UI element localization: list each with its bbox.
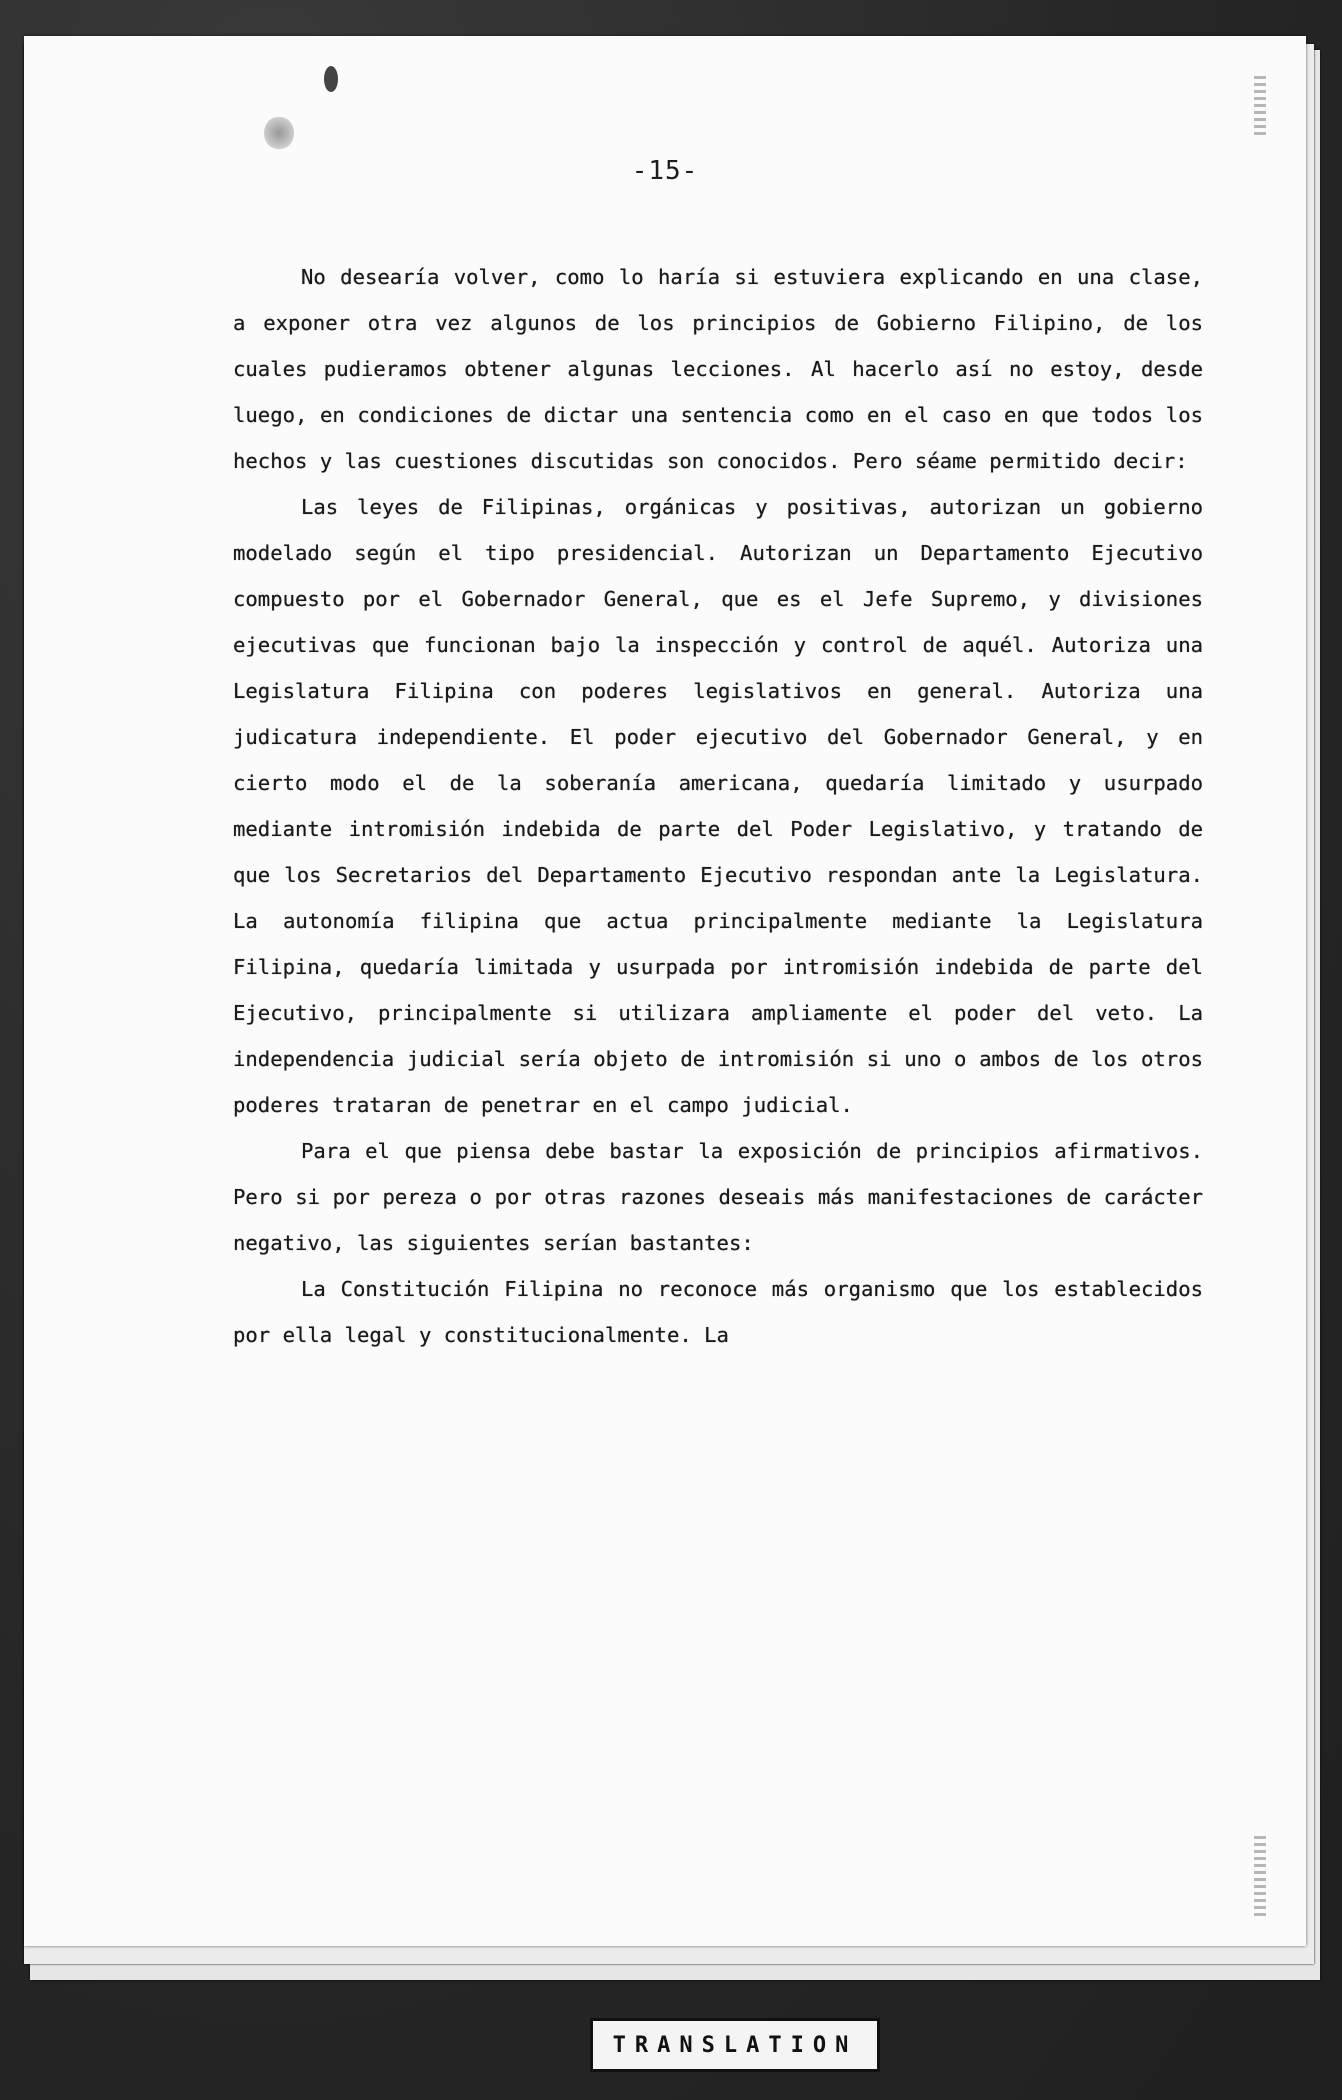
page-number: -15- <box>631 156 699 186</box>
edge-mark <box>1254 1836 1266 1916</box>
edge-mark <box>1254 76 1266 136</box>
document-body <box>233 254 1203 1358</box>
paragraph: No desearía volver, como lo haría si estuviera explicando en una clase, a exponer otra vez algunos de los principios de Gobierno Filipino, de los cuales pudieramos obtener algunas lecciones. Al hacerlo así no estoy, desde luego, en condiciones de dictar una sentencia como en el caso en que todos los hechos y las cuestiones discutidas son conocidos. Pero séame permitido decir: <box>233 265 1203 473</box>
translation-stamp: TRANSLATION <box>590 2018 880 2072</box>
punch-hole <box>264 116 294 150</box>
punch-hole <box>324 66 338 92</box>
paragraph: La Constitución Filipina no reconoce más organismo que los establecidos por ella legal y constitucionalmente. La <box>233 1277 1203 1347</box>
paragraph: Las leyes de Filipinas, orgánicas y positivas, autorizan un gobierno modelado según el tipo presidencial. Autorizan un Departamento Ejecutivo compuesto por el Gobernador General, que es el Jefe Supremo, y divisiones ejecutivas que funcionan bajo la inspección y control de aquél. Autoriza una Legislatura Filipina con poderes legislativos en general. Autoriza una judicatura independiente. El poder ejecutivo del Gobernador General, y en cierto modo el de la soberanía americana, quedaría limitado y usurpado mediante intromisión indebida de parte del Poder Legislativo, y tratando de que los Secretarios del Departamento Ejecutivo respondan ante la Legislatura. La autonomía filipina que actua principalmente mediante la Legislatura Filipina, quedaría limitada y usurpada por intromisión indebida de parte del Ejecutivo, principalmente si utilizara ampliamente el poder del veto. La independencia judicial sería objeto de intromisión si uno o ambos de los otros poderes trataran de penetrar en el campo judicial. <box>233 495 1203 1117</box>
paragraph: Para el que piensa debe bastar la exposición de principios afirmativos. Pero si por pereza o por otras razones deseais más manifestaciones de carácter negativo, las siguientes serían bastantes: <box>233 1139 1203 1255</box>
